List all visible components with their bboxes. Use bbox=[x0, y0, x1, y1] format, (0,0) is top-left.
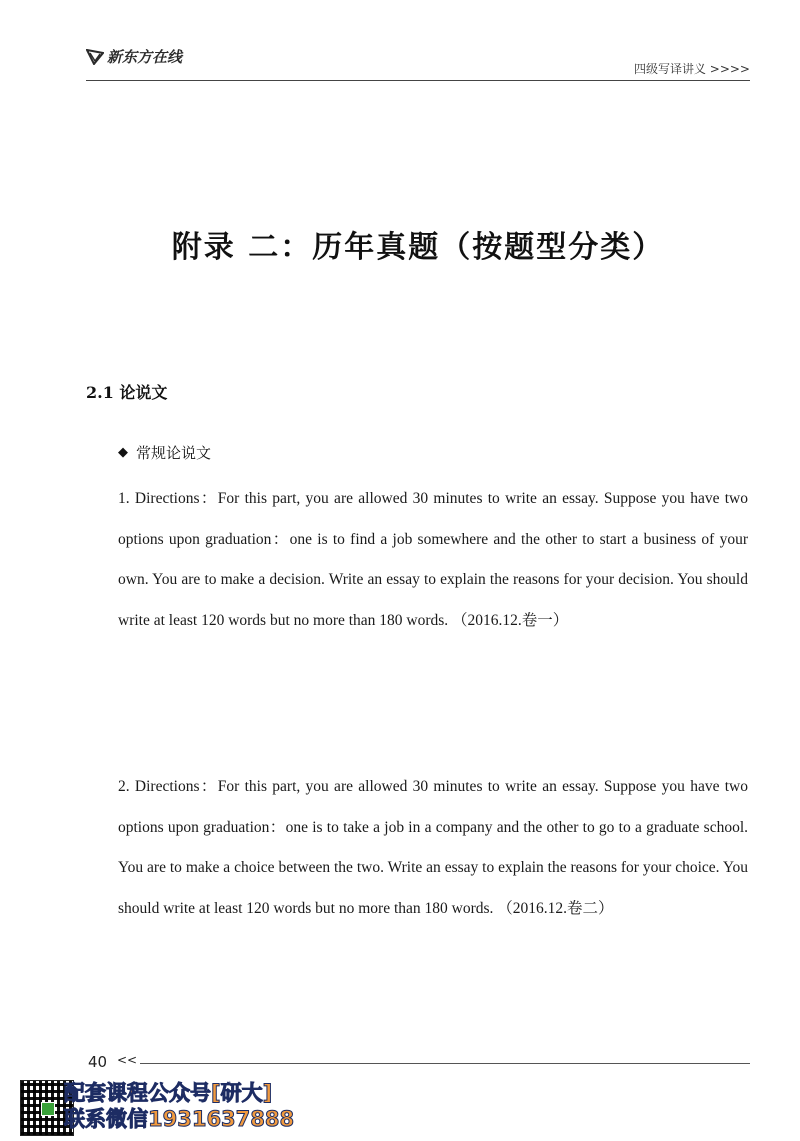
promo-watermark bbox=[20, 1080, 320, 1134]
section-heading: 2.1 论说文 bbox=[86, 383, 168, 402]
logo-text: 新东方在线 bbox=[107, 48, 183, 66]
subsection-label: 常规论说文 bbox=[136, 444, 212, 462]
footer-divider bbox=[140, 1063, 750, 1064]
footer-arrows: << bbox=[117, 1053, 138, 1067]
chapter-title: 附录 二：历年真题（按题型分类） bbox=[171, 230, 665, 265]
watermark-line-1: 配套课程公众号[研大] bbox=[64, 1081, 273, 1105]
subsection-heading bbox=[118, 442, 211, 463]
qr-center-logo bbox=[41, 1102, 55, 1116]
watermark-line-2: 联系微信1931637888 bbox=[64, 1107, 295, 1131]
new-oriental-logo-icon bbox=[86, 49, 104, 65]
page-header bbox=[0, 0, 800, 90]
running-title: 四级写译讲义 >>>> bbox=[633, 62, 750, 76]
publisher-logo bbox=[86, 46, 182, 67]
diamond-icon: ◆ bbox=[118, 445, 128, 460]
header-divider bbox=[86, 80, 750, 81]
question-1: 1. Directions：For this part, you are allowed 30 minutes to write an essay. Suppose you have two options upon graduation：one is to find a job somewhere and the other to start a business of your own. You are to make a decision. Write an essay to explain the reasons for your decision. You should write at least 120 words but no more than 180 words. （2016.12.卷一） bbox=[118, 490, 748, 629]
question-2: 2. Directions：For this part, you are allowed 30 minutes to write an essay. Suppose you have two options upon graduation：one is to take a job in a company and the other to go to a graduate school. You are to make a choice between the two. Write an essay to explain the reasons for your choice. You should write at least 120 words but no more than 180 words. （2016.12.卷二） bbox=[118, 778, 748, 917]
page-number: 40 bbox=[88, 1053, 108, 1071]
